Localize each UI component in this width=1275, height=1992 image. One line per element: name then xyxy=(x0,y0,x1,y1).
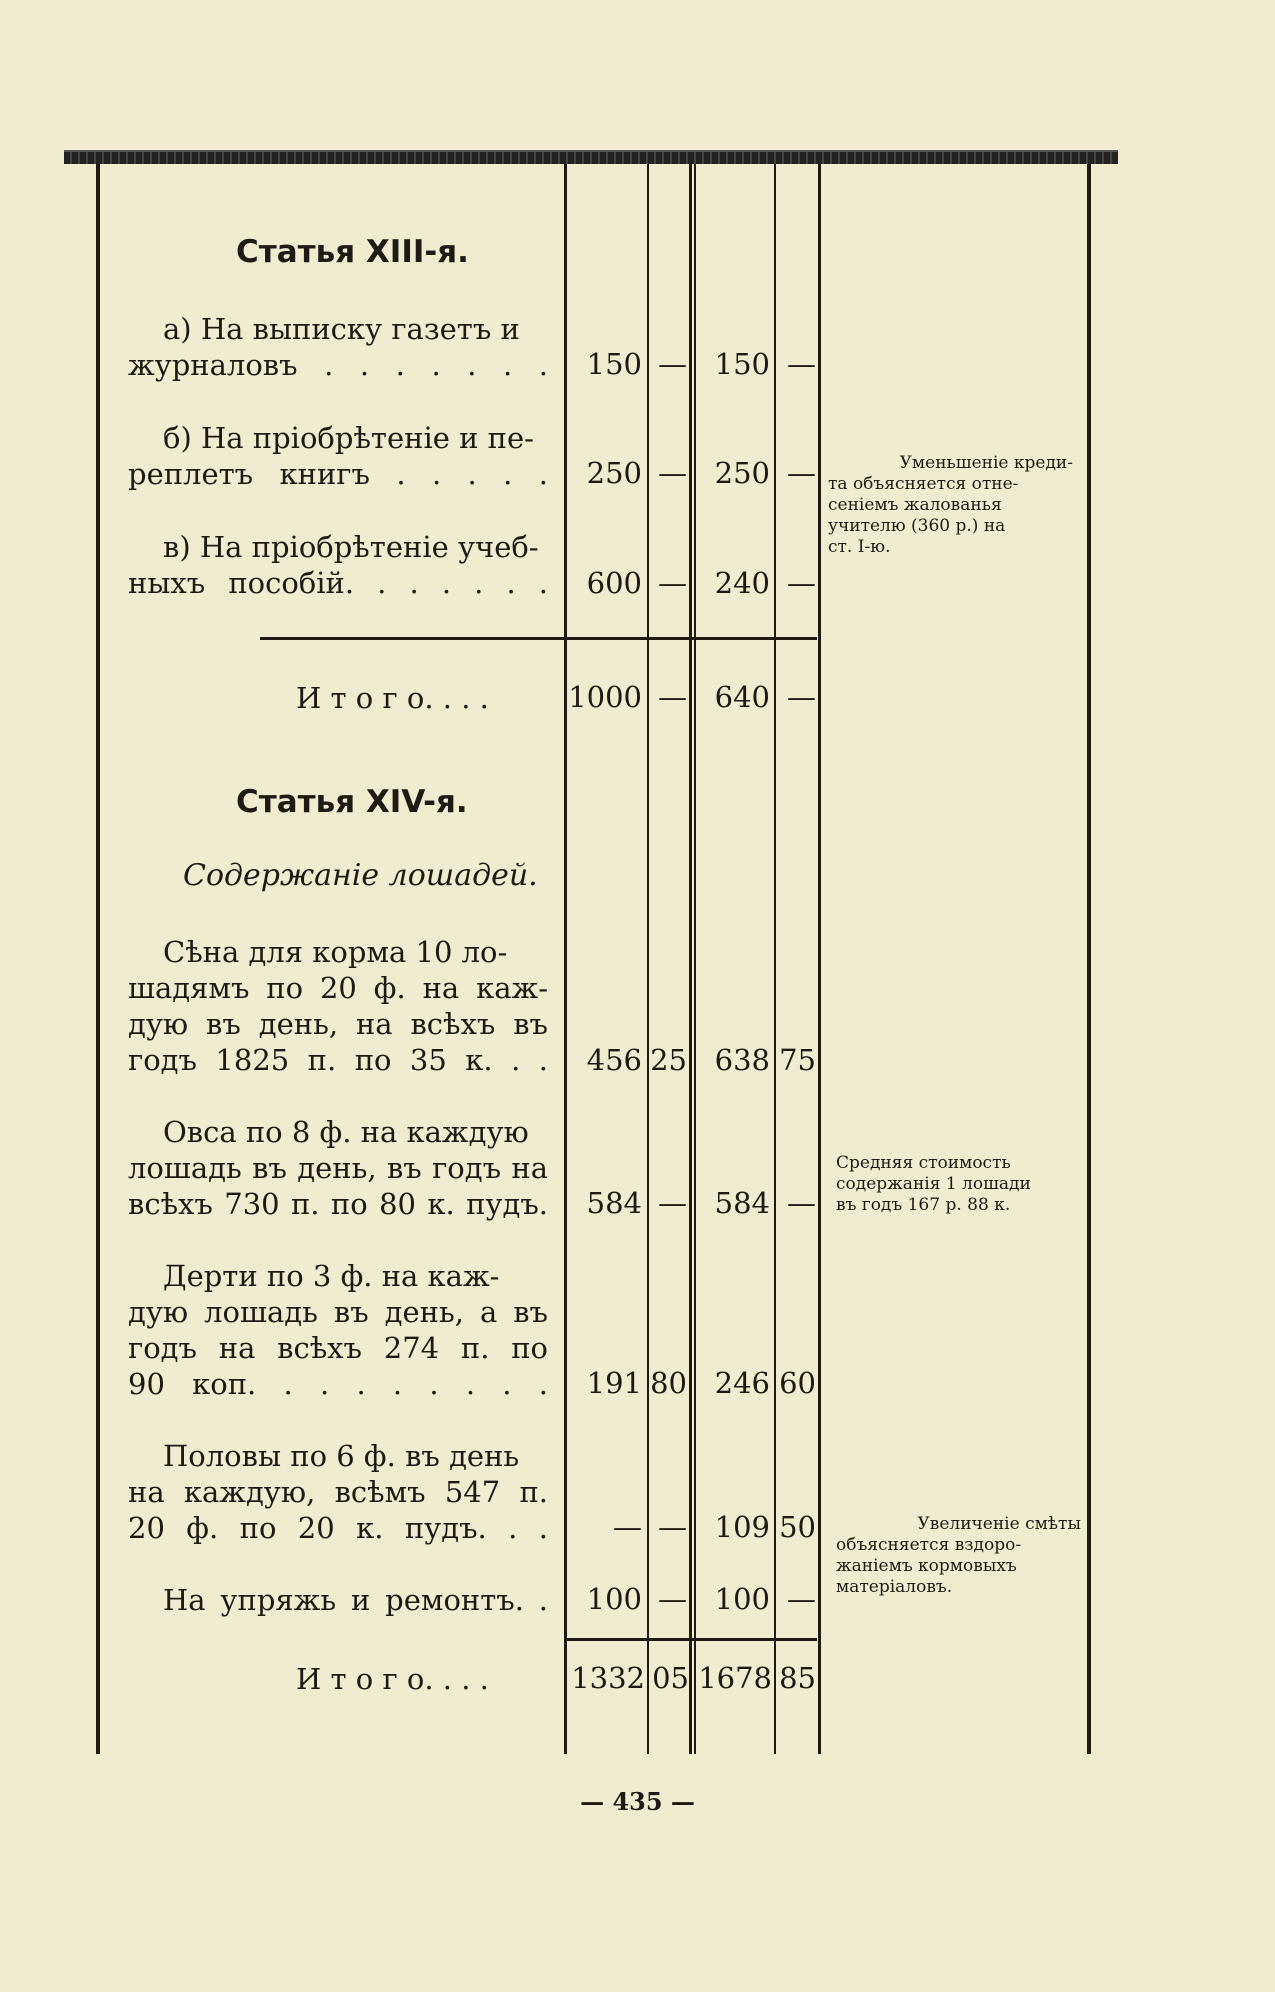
item-14-5-line-1: На упряжь и ремонтъ. . xyxy=(163,1583,548,1617)
total-14-v2-kop: 85 xyxy=(779,1661,816,1695)
total-14-v2-rub: 1678 xyxy=(698,1661,772,1695)
item-14-3-v2-kop: 60 xyxy=(779,1366,816,1400)
item-14-2-line-3: всѣхъ 730 п. по 80 к. пудъ. xyxy=(128,1187,548,1221)
item-13a-v2-kop: — xyxy=(787,347,816,381)
item-14-3-line-4: 90 коп. . . . . . . . . xyxy=(128,1367,548,1401)
column-line-1-end xyxy=(689,164,692,1754)
column-line-2-end xyxy=(818,164,821,1754)
item-13v-v1-kop: — xyxy=(658,566,687,600)
total-13-v2-kop: — xyxy=(787,680,816,714)
item-13b-v2-kop: — xyxy=(787,456,816,490)
total-14-label: И т о г о. . . . xyxy=(296,1662,489,1696)
article-14-heading: Статья XIV-я. xyxy=(236,784,468,820)
item-14-4-v1-rub: — xyxy=(613,1510,642,1544)
item-14-4-v2-kop: 50 xyxy=(779,1510,816,1544)
total-13-v1-kop: — xyxy=(658,680,687,714)
item-13b-v1-kop: — xyxy=(658,456,687,490)
item-14-2-v1-rub: 584 xyxy=(586,1186,642,1220)
note-13 xyxy=(828,453,1073,558)
item-13b-v2-rub: 250 xyxy=(714,456,770,490)
total-13-v1-rub: 1000 xyxy=(568,680,642,714)
top-rule xyxy=(64,152,1118,164)
item-14-1-line-4: годъ 1825 п. по 35 к. . . xyxy=(128,1043,548,1077)
item-13a-line-1: а) На выписку газетъ и xyxy=(163,312,520,346)
item-14-4-v1-kop: — xyxy=(658,1510,687,1544)
note-13-line: ст. I-ю. xyxy=(828,537,891,557)
item-13b-line-2: реплетъ книгъ . . . . . xyxy=(128,457,548,491)
item-14-1-line-2: шадямъ по 20 ф. на каж- xyxy=(128,971,548,1005)
item-14-4-line-1: Половы по 6 ф. въ день xyxy=(163,1439,520,1473)
item-13b-v1-rub: 250 xyxy=(586,456,642,490)
note-14-increase-line: объясняется вздоро- xyxy=(836,1535,1022,1555)
note-14-increase-line: Увеличеніе смѣты xyxy=(917,1514,1081,1534)
total-14-rule xyxy=(564,1638,817,1641)
item-14-1-v1-kop: 25 xyxy=(650,1043,687,1077)
item-14-2-line-1: Овса по 8 ф. на каждую xyxy=(163,1115,529,1149)
item-14-3-line-1: Дерти по 3 ф. на каж- xyxy=(163,1259,500,1293)
item-14-3-line-2: дую лошадь въ день, а въ xyxy=(128,1295,548,1329)
item-14-3-v1-kop: 80 xyxy=(650,1366,687,1400)
article-14-subheading: Содержаніе лошадей. xyxy=(183,858,538,893)
item-13v-v1-rub: 600 xyxy=(586,566,642,600)
note-14-cost-line: Средняя стоимость xyxy=(836,1153,1011,1173)
item-14-1-v2-kop: 75 xyxy=(779,1043,816,1077)
item-14-5-v2-kop: — xyxy=(787,1582,816,1616)
note-13-line: учителю (360 р.) на xyxy=(828,516,1006,536)
item-14-1-v1-rub: 456 xyxy=(586,1043,642,1077)
column-line-right xyxy=(1087,164,1091,1754)
item-14-3-v1-rub: 191 xyxy=(586,1366,642,1400)
item-14-2-line-2: лошадь въ день, въ годъ на xyxy=(128,1151,548,1185)
item-14-4-v2-rub: 109 xyxy=(714,1510,770,1544)
page-number: — 435 — xyxy=(580,1787,695,1816)
item-14-4-line-3: 20 ф. по 20 к. пудъ. . . xyxy=(128,1511,548,1545)
article-13-heading: Статья XIII-я. xyxy=(236,234,469,270)
item-14-4-line-2: на каждую, всѣмъ 547 п. xyxy=(128,1475,548,1509)
note-14-cost xyxy=(836,1153,1081,1216)
item-13b-line-1: б) На пріобрѣтеніе и пе- xyxy=(163,421,534,455)
item-13a-v2-rub: 150 xyxy=(714,347,770,381)
note-14-increase xyxy=(836,1514,1081,1598)
item-14-1-line-1: Сѣна для корма 10 ло- xyxy=(163,935,508,969)
item-14-2-v2-kop: — xyxy=(787,1186,816,1220)
item-13v-v2-kop: — xyxy=(787,566,816,600)
note-13-line: сеніемъ жалованья xyxy=(828,495,1002,515)
item-14-5-v1-kop: — xyxy=(658,1582,687,1616)
item-14-3-v2-rub: 246 xyxy=(714,1366,770,1400)
item-13a-v1-kop: — xyxy=(658,347,687,381)
total-14-v1-kop: 05 xyxy=(652,1661,689,1695)
note-14-cost-line: содержанія 1 лошади xyxy=(836,1174,1031,1194)
item-13a-v1-rub: 150 xyxy=(586,347,642,381)
item-13v-line-2: ныхъ пособій. . . . . . . xyxy=(128,566,548,600)
item-14-1-v2-rub: 638 xyxy=(714,1043,770,1077)
item-14-3-line-3: годъ на всѣхъ 274 п. по xyxy=(128,1331,548,1365)
column-line-left xyxy=(96,164,100,1754)
item-14-1-line-3: дую въ день, на всѣхъ въ xyxy=(128,1007,548,1041)
item-14-2-v2-rub: 584 xyxy=(714,1186,770,1220)
item-13v-line-1: в) На пріобрѣтеніе учеб- xyxy=(163,530,539,564)
item-14-5-v2-rub: 100 xyxy=(714,1582,770,1616)
note-13-line: та объясняется отне- xyxy=(828,474,1019,494)
item-13a-line-2: журналовъ . . . . . . . xyxy=(128,348,548,382)
item-14-5-v1-rub: 100 xyxy=(586,1582,642,1616)
note-13-line: Уменьшеніе креди- xyxy=(899,453,1073,473)
total-13-v2-rub: 640 xyxy=(714,680,770,714)
total-13-label: И т о г о. . . . xyxy=(296,681,489,715)
item-13v-v2-rub: 240 xyxy=(714,566,770,600)
total-13-rule xyxy=(260,637,817,640)
item-14-2-v1-kop: — xyxy=(658,1186,687,1220)
note-14-increase-line: жаніемъ кормовыхъ xyxy=(836,1556,1017,1576)
total-14-v1-rub: 1332 xyxy=(571,1661,645,1695)
note-14-increase-line: матеріаловъ. xyxy=(836,1577,953,1597)
note-14-cost-line: въ годъ 167 р. 88 к. xyxy=(836,1195,1011,1215)
